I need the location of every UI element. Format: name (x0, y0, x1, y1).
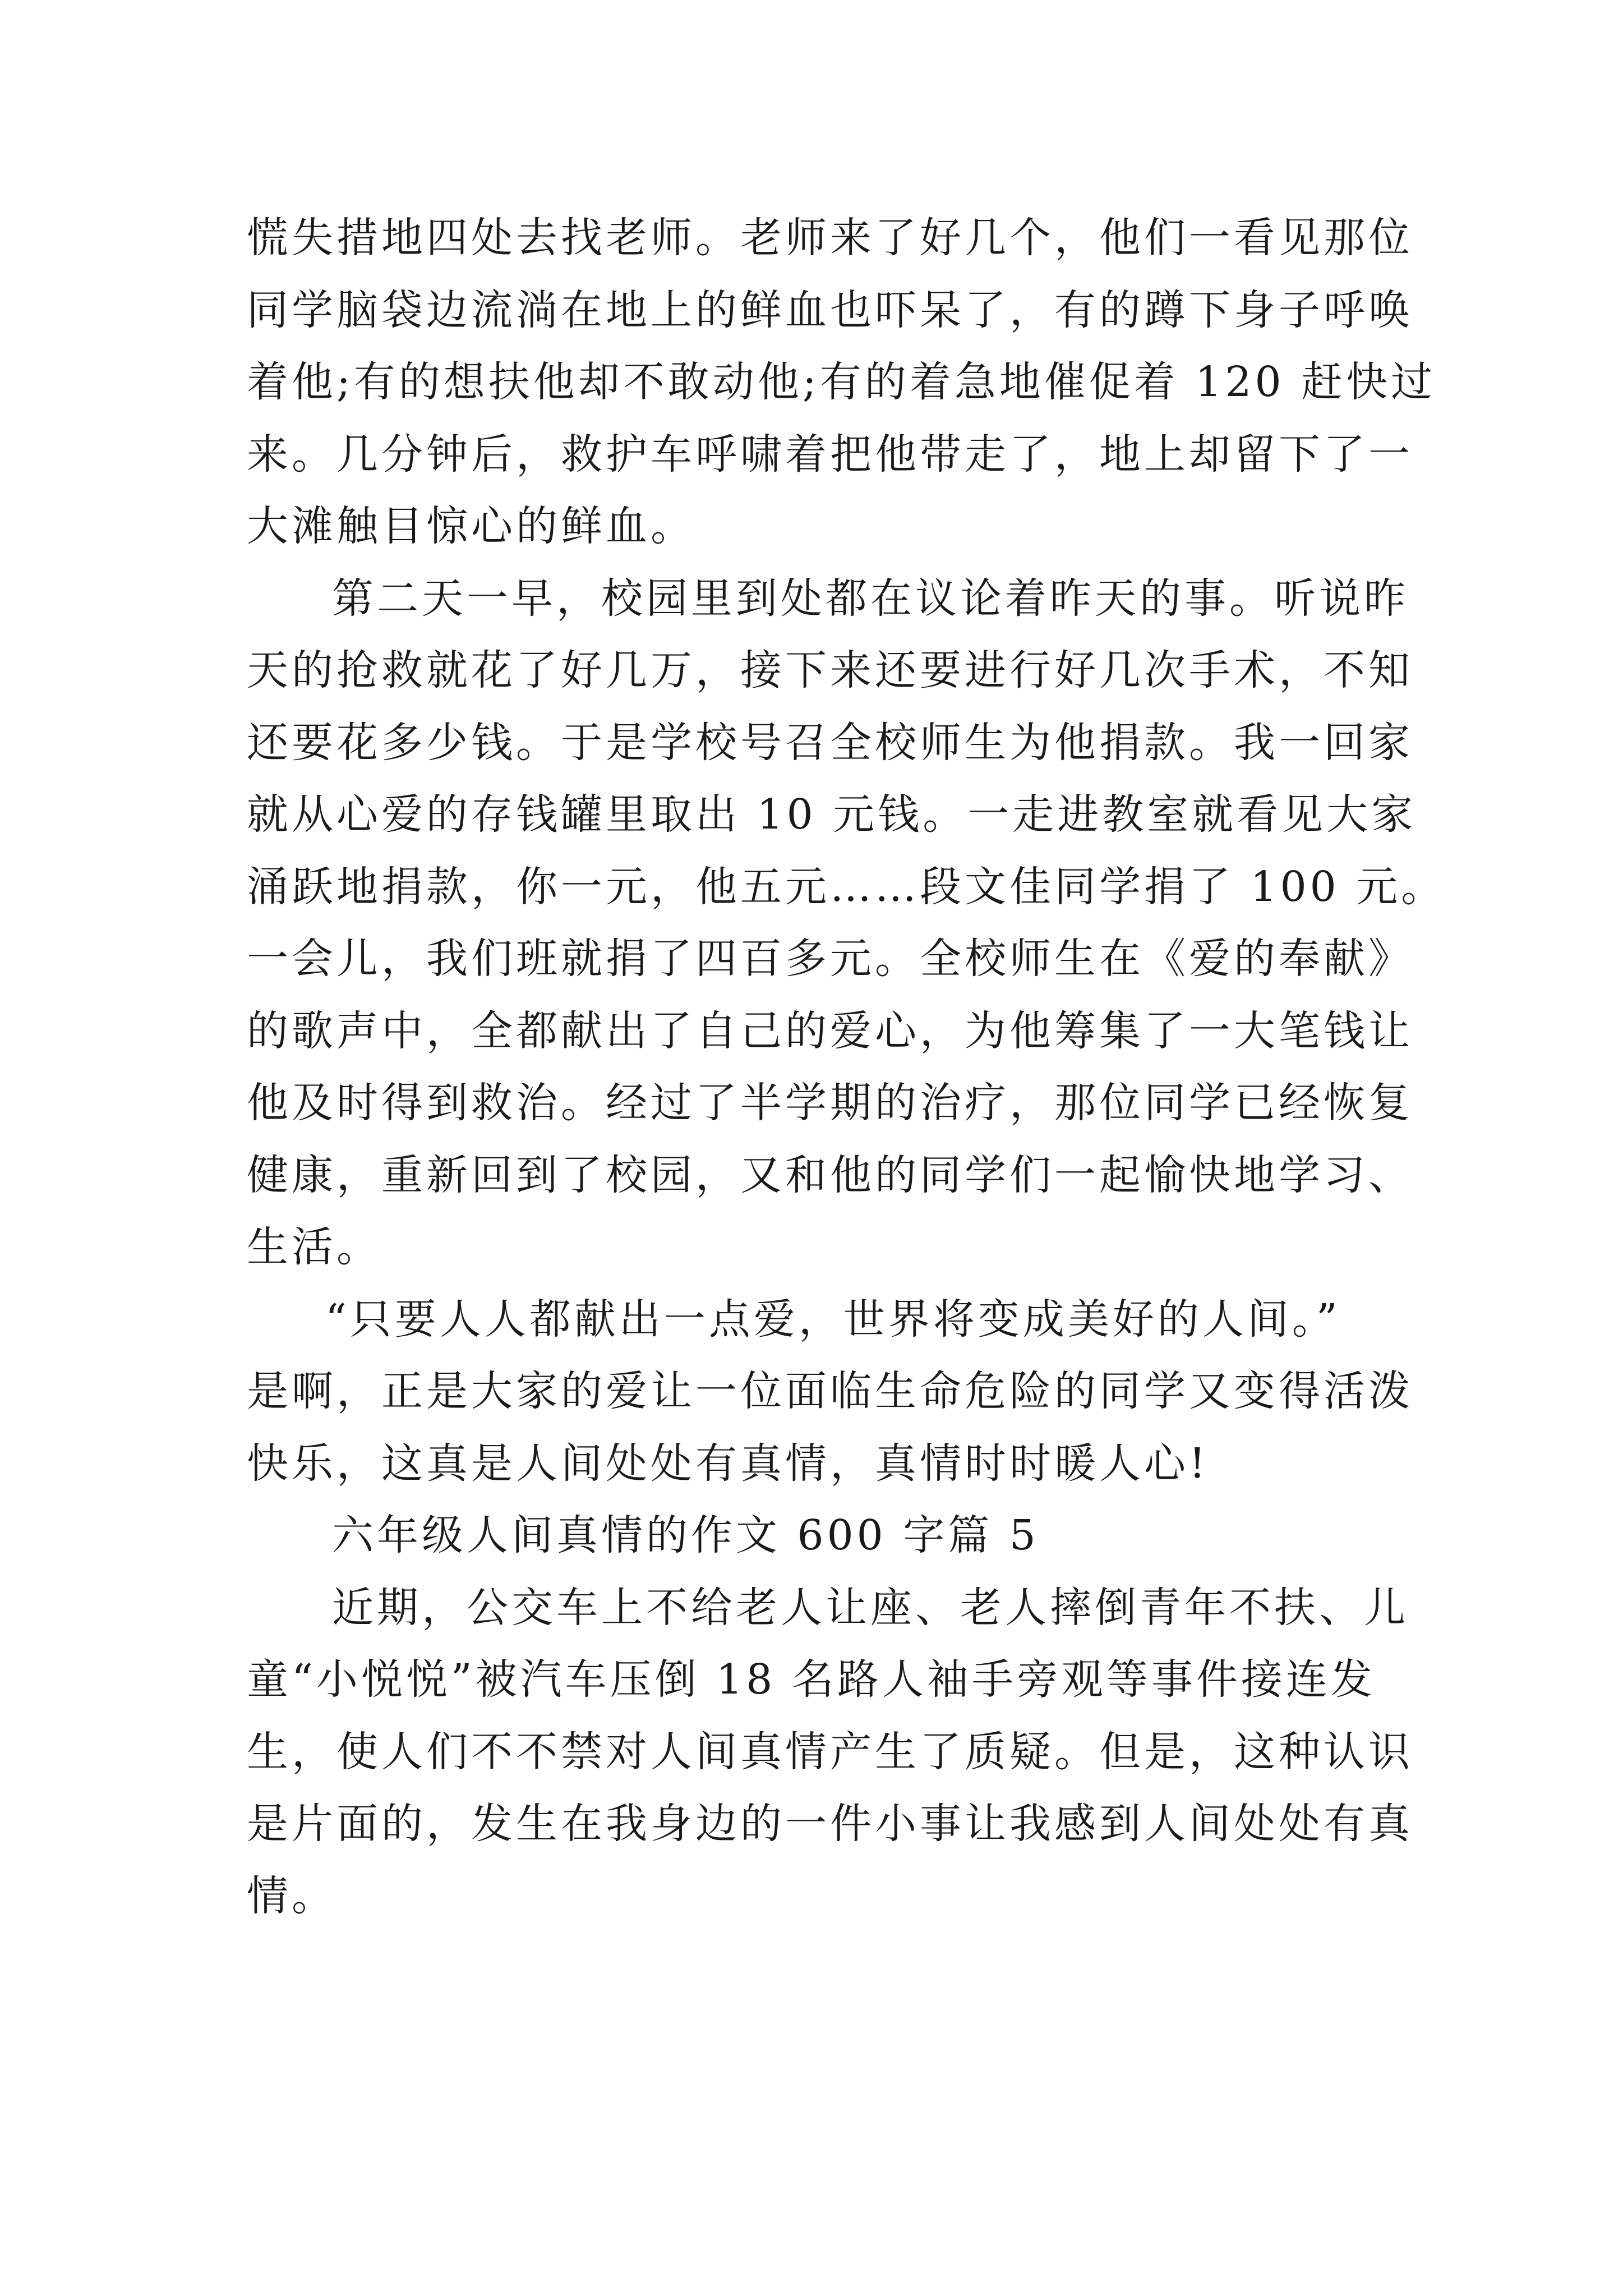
paragraph-donation (247, 563, 1446, 1283)
text-line: 第二天一早，校园里到处都在议论着昨天的事。听说昨 (332, 574, 1409, 623)
paragraph-essay-intro (247, 1572, 1413, 1932)
text-line: 同学脑袋边流淌在地上的鲜血也吓呆了，有的蹲下身子呼唤 (247, 286, 1413, 334)
text-line: 健康，重新回到了校园，又和他的同学们一起愉快地学习、 (247, 1151, 1413, 1199)
text-line: 着他;有的想扶他却不敢动他;有的着急地催促着 120 赶快过 (247, 358, 1436, 406)
document-page (247, 202, 1446, 1932)
text-line: 的歌声中，全都献出了自己的爱心，为他筹集了一大笔钱让 (247, 1006, 1413, 1055)
essay-title (247, 1499, 1381, 1572)
text-line: “只要人人都献出一点爱，世界将变成美好的人间。” (325, 1295, 1341, 1343)
text-line: 是片面的，发生在我身边的一件小事让我感到人间处处有真 (247, 1800, 1413, 1848)
text-line: 生活。 (247, 1223, 381, 1271)
text-line: 一会儿，我们班就捐了四百多元。全校师生在《爱的奉献》 (247, 935, 1413, 983)
text-line: 就从心爱的存钱罐里取出 10 元钱。一走进教室就看见大家 (247, 790, 1417, 839)
text-line: 涌跃地捐款，你一元，他五元……段文佳同学捐了 100 元。 (247, 862, 1446, 911)
text-line: 童“小悦悦”被汽车压倒 18 名路人袖手旁观等事件接连发 (247, 1655, 1376, 1704)
paragraph-accident (247, 202, 1436, 563)
text-line: 情。 (247, 1871, 336, 1920)
text-line: 大滩触目惊心的鲜血。 (247, 502, 695, 550)
text-line: 慌失措地四处去找老师。老师来了好几个，他们一看见那位 (247, 214, 1413, 262)
text-line: 近期，公交车上不给老人让座、老人摔倒青年不扶、儿 (332, 1583, 1409, 1632)
text-line: 是啊，正是大家的爱让一位面临生命危险的同学又变得活泼 (247, 1367, 1413, 1415)
text-line: 来。几分钟后，救护车呼啸着把他带走了，地上却留下了一 (247, 430, 1413, 478)
text-line: 还要花多少钱。于是学校号召全校师生为他捐款。我一回家 (247, 718, 1413, 767)
text-line: 他及时得到救治。经过了半学期的治疗，那位同学已经恢复 (247, 1079, 1413, 1127)
text-line: 生，使人们不不禁对人间真情产生了质疑。但是，这种认识 (247, 1727, 1413, 1776)
text-line: 快乐，这真是人间处处有真情，真情时时暖人心! (247, 1439, 1209, 1488)
essay-title-text: 六年级人间真情的作文 600 字篇 5 (332, 1511, 1039, 1559)
text-line: 天的抢救就花了好几万，接下来还要进行好几次手术，不知 (247, 646, 1413, 694)
paragraph-conclusion (247, 1283, 1413, 1500)
